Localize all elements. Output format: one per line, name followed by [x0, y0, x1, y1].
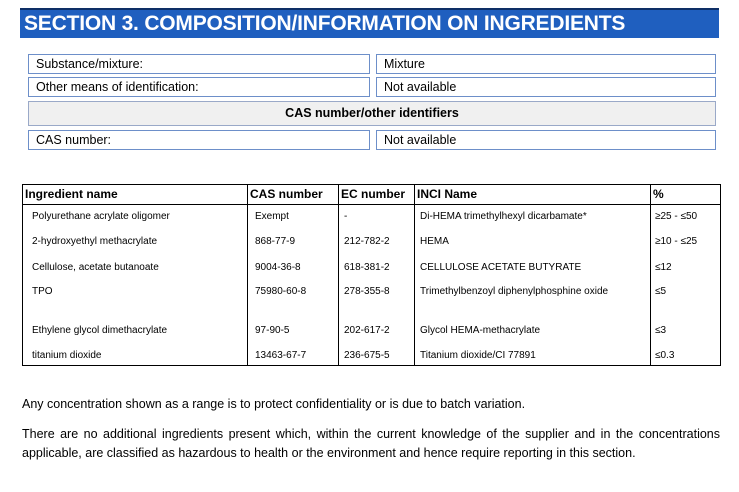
range-note: Any concentration shown as a range is to protect confidentiality or is due to batch variation.	[22, 397, 526, 411]
section-title: SECTION 3. COMPOSITION/INFORMATION ON INGREDIENTS	[24, 12, 626, 35]
ec-number: 202-617-2	[339, 319, 415, 344]
inci-name: Di-HEMA trimethylhexyl dicarbamate*	[415, 205, 651, 230]
header-cas-number: CAS number	[248, 185, 339, 205]
ingredient-name: Cellulose, acetate butanoate	[23, 256, 248, 280]
ingredient-name: TPO	[23, 280, 248, 319]
percentage: ≤5	[651, 280, 721, 319]
header-ec-number: EC number	[339, 185, 415, 205]
ingredient-name: titanium dioxide	[23, 344, 248, 366]
ec-number: 236-675-5	[339, 344, 415, 366]
cas-number: 75980-60-8	[248, 280, 339, 319]
ingredient-name: Polyurethane acrylate oligomer	[23, 205, 248, 230]
table-row	[23, 319, 721, 344]
table-row	[23, 256, 721, 280]
cas-number: 97-90-5	[248, 319, 339, 344]
table-row	[23, 205, 721, 230]
percentage: ≥10 - ≤25	[651, 230, 721, 256]
percentage: ≤0.3	[651, 344, 721, 366]
cas-number: 868-77-9	[248, 230, 339, 256]
hazard-note: There are no additional ingredients present which, within the current knowledge of the supplier and in the concentrations applicable, are classified as hazardous to health or the environment and hence require reporting in this section.	[22, 427, 720, 460]
inci-name: Trimethylbenzoyl diphenylphosphine oxide	[415, 280, 651, 319]
ec-number: 618-381-2	[339, 256, 415, 280]
table-header-row	[23, 185, 721, 205]
cas-number: Exempt	[248, 205, 339, 230]
substance-label: Substance/mixture:	[28, 54, 370, 74]
cas-number: 9004-36-8	[248, 256, 339, 280]
ingredient-name: Ethylene glycol dimethacrylate	[23, 319, 248, 344]
percentage: ≤12	[651, 256, 721, 280]
ec-number: 278-355-8	[339, 280, 415, 319]
table-row	[23, 280, 721, 319]
other-means-label: Other means of identification:	[28, 77, 370, 97]
ingredients-table	[22, 184, 721, 366]
ec-number: -	[339, 205, 415, 230]
ingredient-name: 2-hydroxyethyl methacrylate	[23, 230, 248, 256]
inci-name: Titanium dioxide/CI 77891	[415, 344, 651, 366]
other-means-value: Not available	[376, 77, 716, 97]
table-row	[23, 230, 721, 256]
table-row	[23, 344, 721, 366]
percentage: ≥25 - ≤50	[651, 205, 721, 230]
cas-number: 13463-67-7	[248, 344, 339, 366]
percentage: ≤3	[651, 319, 721, 344]
inci-name: HEMA	[415, 230, 651, 256]
header-percent: %	[651, 185, 721, 205]
cas-number-label: CAS number:	[28, 130, 370, 150]
inci-name: Glycol HEMA-methacrylate	[415, 319, 651, 344]
inci-name: CELLULOSE ACETATE BUTYRATE	[415, 256, 651, 280]
header-ingredient-name: Ingredient name	[23, 185, 248, 205]
cas-identifiers-header: CAS number/other identifiers	[28, 101, 716, 126]
header-inci-name: INCI Name	[415, 185, 651, 205]
section-banner	[20, 8, 719, 38]
cas-number-value: Not available	[376, 130, 716, 150]
substance-value: Mixture	[376, 54, 716, 74]
ec-number: 212-782-2	[339, 230, 415, 256]
